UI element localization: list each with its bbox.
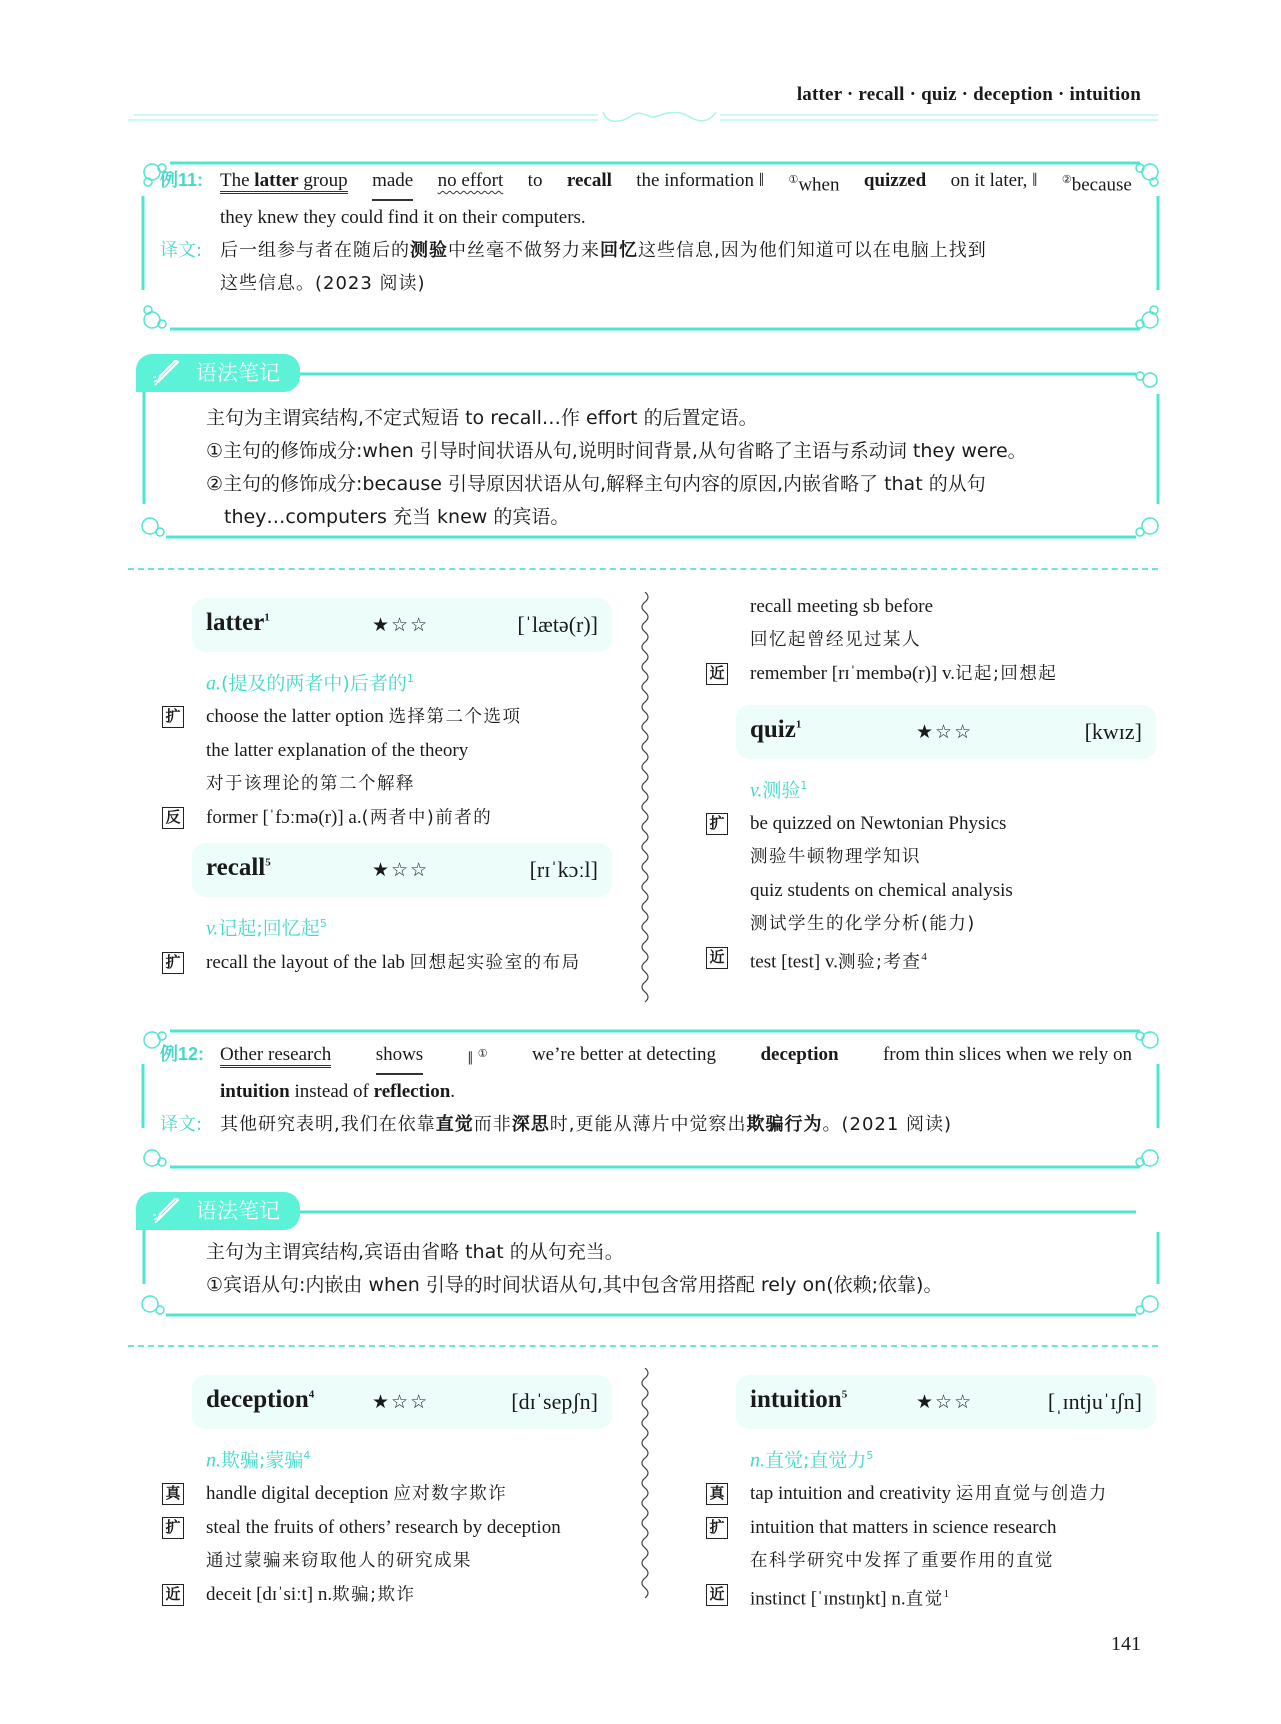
expand-tag-icon: 扩 — [162, 952, 184, 974]
subject-underlined: Other research — [220, 1044, 331, 1068]
headword: intuition$^5$ — [750, 1386, 848, 1413]
example-11-translation-line1 — [160, 234, 1132, 267]
text: 回忆 — [600, 240, 638, 262]
expand-tag-icon: 扩 — [162, 1517, 184, 1539]
word-card-intuition — [736, 1375, 1156, 1429]
usage-entry: 扩 intuition that matters in science research — [706, 1511, 1176, 1544]
object-underlined: no effort — [437, 170, 504, 191]
grammar-note-title: 语法笔记 — [196, 1199, 280, 1223]
usage-entry: 真 tap intuition and creativity 运用直觉与创造力 — [706, 1477, 1176, 1511]
text: 测验 — [410, 240, 448, 262]
text: on it later, ‖ — [950, 170, 1038, 191]
page-number: 141 — [1111, 1633, 1141, 1655]
usage-entry: 真 handle digital deception 应对数字欺诈 — [162, 1477, 632, 1511]
usage-entry: 对于该理论的第二个解释 — [206, 774, 415, 795]
exam-tag-icon: 真 — [162, 1483, 184, 1505]
usage-entry: 回忆起曾经见过某人 — [750, 630, 921, 650]
definition: v.测验$^1$ — [750, 779, 808, 802]
text: when — [798, 174, 840, 196]
phonetic: [ˈlætə(r)] — [517, 612, 598, 637]
phonetic: [ˌɪntjuˈɪʃn] — [1047, 1389, 1142, 1414]
text: ‖ — [467, 1048, 473, 1070]
keyword-recall: recall — [566, 170, 612, 191]
example-12-sentence-line2: intuition instead of reflection. — [220, 1081, 456, 1103]
vocab-column-left-1 — [162, 598, 632, 980]
wavy-column-separator — [638, 1368, 652, 1608]
usage-entry: 在科学研究中发挥了重要作用的直觉 — [750, 1551, 1054, 1572]
usage-entry: 近 instinct [ˈɪnstɪŋkt] n.直觉$^1$ — [706, 1578, 1176, 1616]
example-label: 例12: — [160, 1044, 205, 1064]
usage-entry: 扩 recall the layout of the lab 回想起实验室的布局 — [162, 946, 632, 980]
star-rating-icon: ★☆☆ — [372, 614, 430, 636]
vocab-column-right-1 — [706, 590, 1176, 980]
headword: latter$^1$ — [206, 609, 270, 636]
word-card-quiz — [736, 705, 1156, 759]
section-divider — [128, 1345, 1158, 1347]
grammar-note-tab — [136, 354, 300, 392]
usage-entry: 反 former [ˈfɔːmə(r)] a.(两者中)前者的 — [162, 801, 632, 835]
usage-entry: the latter explanation of the theory — [206, 740, 469, 762]
grammar-note-2 — [136, 1192, 1162, 1318]
usage-entry: 通过蒙骗来窃取他人的研究成果 — [206, 1551, 472, 1572]
grammar-note-title: 语法笔记 — [196, 361, 280, 385]
definition: a.(提及的两者中)后者的$^1$ — [206, 672, 414, 695]
vocab-column-right-2 — [706, 1375, 1176, 1617]
example-11-sentence-line1 — [160, 164, 1132, 201]
grammar-line: ②主句的修饰成分:because 引导原因状语从句,解释主句内容的原因,内嵌省略了 that 的从句 — [206, 473, 986, 495]
text: we’re better at detecting — [531, 1044, 717, 1065]
headword: deception$^4$ — [206, 1386, 315, 1413]
grammar-line: 主句为主谓宾结构,不定式短语 to recall…作 effort 的后置定语。 — [206, 407, 758, 429]
subject-underlined: The latter group — [220, 170, 348, 194]
word-card-deception — [192, 1375, 612, 1429]
translation-label: 译文: — [160, 1114, 203, 1136]
synonym-tag-icon: 近 — [706, 1584, 728, 1606]
word-card-recall — [192, 843, 612, 897]
usage-entry: 近 deceit [dɪˈsiːt] n.欺骗;欺诈 — [162, 1578, 632, 1612]
text: from thin slices when we rely on — [882, 1044, 1132, 1065]
phonetic: [kwɪz] — [1084, 719, 1142, 744]
example-11-sentence-line2: they knew they could find it on their computers. — [220, 207, 586, 229]
grammar-line: ①宾语从句:内嵌由 when 引导的时间状语从句,其中包含常用搭配 rely on(依赖;依靠)。 — [206, 1274, 943, 1296]
usage-entry: 测验牛顿物理学知识 — [750, 847, 921, 868]
running-head: latter · recall · quiz · deception · intuition — [796, 84, 1141, 105]
text: because — [1071, 174, 1132, 196]
synonym-tag-icon: 近 — [162, 1584, 184, 1606]
text: 后一组参与者在随后的 — [220, 240, 410, 262]
circled-1: ① — [477, 1048, 488, 1060]
grammar-note-1 — [136, 354, 1162, 540]
headword: quiz$^1$ — [750, 716, 802, 743]
exam-tag-icon: 真 — [706, 1483, 728, 1505]
vocab-column-left-2 — [162, 1375, 632, 1612]
phonetic: [rɪˈkɔːl] — [529, 857, 598, 883]
header-ornament-rule — [128, 112, 1158, 124]
definition: n.欺骗;蒙骗$^4$ — [206, 1449, 311, 1472]
circled-2: ② — [1061, 174, 1072, 186]
keyword-deception: deception — [760, 1044, 839, 1065]
synonym-tag-icon: 近 — [706, 947, 728, 969]
star-rating-icon: ★☆☆ — [372, 859, 430, 882]
pen-icon — [152, 360, 182, 386]
example-12-box — [140, 1028, 1162, 1170]
usage-entry: 近 test [test] v.测验;考查$^4$ — [706, 941, 1176, 979]
example-12-sentence-line1 — [160, 1038, 1132, 1075]
definition: n.直觉;直觉力$^5$ — [750, 1449, 874, 1472]
usage-entry: 扩 choose the latter option 选择第二个选项 — [162, 700, 632, 734]
expand-tag-icon: 扩 — [162, 706, 184, 728]
antonym-tag-icon: 反 — [162, 807, 184, 829]
wavy-column-separator — [638, 592, 652, 1008]
pen-icon — [152, 1198, 182, 1224]
usage-entry: 扩 be quizzed on Newtonian Physics — [706, 807, 1176, 840]
phonetic: [dɪˈsepʃn] — [511, 1389, 598, 1414]
circled-1: ① — [788, 174, 799, 186]
headword: recall$^5$ — [206, 854, 271, 882]
text: 这些信息,因为他们知道可以在电脑上找到 — [638, 240, 987, 262]
star-rating-icon: ★☆☆ — [372, 1391, 430, 1413]
definition: v.记起;回忆起$^5$ — [206, 917, 327, 940]
word-card-latter — [192, 598, 612, 652]
verb-underlined: made — [372, 164, 413, 201]
section-divider — [128, 568, 1158, 570]
text: the information ‖ — [636, 170, 765, 191]
usage-entry: recall meeting sb before — [750, 596, 934, 617]
usage-entry: quiz students on chemical analysis — [750, 880, 1013, 902]
grammar-line: they…computers 充当 knew 的宾语。 — [224, 506, 570, 528]
star-rating-icon: ★☆☆ — [916, 721, 974, 743]
example-label: 例11: — [160, 170, 204, 190]
text: to — [527, 170, 543, 191]
usage-entry: 近 remember [rɪˈmembə(r)] v.记起;回想起 — [706, 657, 1176, 691]
example-11-translation-line2: 这些信息。(2023 阅读) — [220, 273, 426, 295]
example-12-translation: 译文: 其他研究表明,我们在依靠直觉而非深思时,更能从薄片中觉察出欺骗行为。(2021 阅读) — [160, 1108, 1132, 1141]
keyword-quizzed: quizzed — [863, 170, 927, 191]
expand-tag-icon: 扩 — [706, 1517, 728, 1539]
translation-label: 译文: — [160, 240, 203, 262]
grammar-line: ①主句的修饰成分:when 引导时间状语从句,说明时间背景,从句省略了主语与系动词 they were。 — [206, 440, 1027, 462]
usage-entry: 测试学生的化学分析(能力) — [750, 914, 976, 935]
verb-underlined: shows — [376, 1038, 424, 1075]
expand-tag-icon: 扩 — [706, 813, 728, 835]
star-rating-icon: ★☆☆ — [916, 1391, 974, 1413]
text: 中丝毫不做努力来 — [448, 240, 600, 262]
usage-entry: 扩 steal the fruits of others’ research by deception — [162, 1511, 632, 1544]
grammar-note-tab — [136, 1192, 300, 1230]
synonym-tag-icon: 近 — [706, 663, 728, 685]
grammar-line: 主句为主谓宾结构,宾语由省略 that 的从句充当。 — [206, 1241, 624, 1263]
example-11-box — [140, 160, 1162, 332]
